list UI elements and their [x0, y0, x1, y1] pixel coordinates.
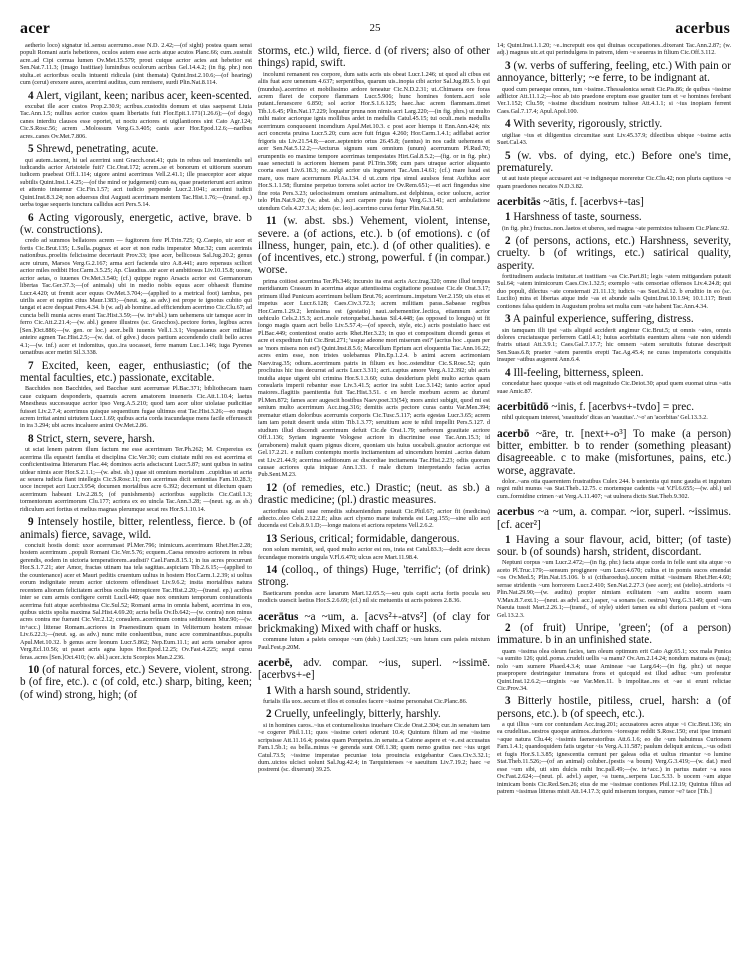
running-head-right: acerbus — [675, 20, 730, 37]
sense-number: 3 — [505, 59, 511, 72]
lemma-grammar: ~inis, f. [acerbvs+-tvdo] = prec. — [548, 400, 695, 413]
citation-block: a qui illius ~um cor contundam Acc.trag.201; accusatores acres atque ~i Cic.Brut.136; sin ea crudelitas..uestros quoque animos..duriores ~ioresque reddit S.Rosc.150; erat ipse immani ~aque natura Clu.44; ~issimis faeneratoribus Att.6.1.6; eo die ~um habuimus Curionem Fam.1.4.1; quandoquidem fatis urgetur ~is Verg.A.11.587; paulum deliquit amicus,..~us odisti et fugis Hor.S.1.3.85; ignescentia cernunt per galeas odia et uultus rimantur ~o lumine Stat.Theb.11.526;—(of an animal) coluber..(pestis ~a boum) Verg.G.3.419;—(w. dat.) med esse ~um sibi, uti sim dulcis mihi Inc.pall.49;—(w. in+acc.) in partus mater ~a suos Ov.Fast.2.624;—(neut. pl. advl.) asper, ~a tuens,..serpens Luc.5.33. b uocem ~am atque inimicam bonis Cic.Red.Sen.26; eius de me ~issimae contiones Phil.12.19; Quintus filius ad patrem ~issimas litteras misit Att.14.17.3; quid miserum torques, rumor ~e? tace [Tib.] — [497, 721, 731, 796]
citation-block: conciuit hostis domi: uxor acerrumast Pl.Mer.796; inimicum..acerrimum Rhet.Her.2.28; hostem acerrimum ..populi Romani Cic.Ver.5.76; ecquem..Caesa renostro acriorem in rebus gerendis, eodem in uictoria temperatiorem..audisti? Cael.Fam.8.15.1; in ius acres procurrunt Hor.S.1.7.21; ater Amor, fractas utinam tua tela sagittas..aspiciam Tib.2.6.15;—(applied to the countenance) acer et Mauri peditis cruentum uultus in hostem Hor.Carm.1.2.39; si uoltus eorum indignitate rerum acrior uictorem offendisset Liv.9.6.2; insita mortalibus natura recentem aliorum felicitatem acribus oculis introspicere Tac.Hist.2.20;—(transf. ep.) acribus inter se cum armis configere cernit Lucil.449; quae nox omnium temporum coniurationis acerrima fuit atque acerbissima Cic.Sul.52; Romani arma in omnia habent, acerrima in eos, quibus uictis spolia maxima Sal.Hist.4.69.20; acria bella Ov.Ib.642;—(w. contra) non minus acres contra me fuerant Cic.Ver.2.12; consulem..acerrimum contra seditionem Mur.90;—(w. in+acc.) litterae Romam..acriores in Praenestinum quam in Veliternum hostem missae Liv.6.22.3;—(neut. sg. as adv.) nunc mite conluentibus, nunc acre comminantibus..pupulis Apul.Met.10.32. b genus acre leonum Lucr.5.862; Nep.Eum.11.1; aut acris uenabor apros Verg.Ecl.10.56; ut pauet acris agna lupos Hor.Epod.12.25; Ov.Fast.4.225; sequi cursu feras..acres [Sen.]Oct.410; (w. abl.) acer..ictu Scorpios Man.2.236. — [20, 541, 252, 661]
sense-number: 7 — [28, 359, 34, 372]
sense-text: Shrewd, penetrating, acute. — [36, 143, 159, 156]
lemma-grammar: ~āre, tr. [next+-o³] To make (a person) bitter, embitter. b to render (something pleasant) disagreeable. c to make (misfortunes, pains, etc.) worse, aggravate. — [497, 427, 731, 477]
sense-number: 4 — [505, 366, 511, 379]
sense-number: 14 — [266, 564, 278, 577]
sense-definition — [20, 90, 252, 102]
headword: acerbitūdō — [497, 400, 549, 413]
lemma-grammar: ~a ~um, a. [acvs²+-atvs²] (of clay for brickmaking) Mixed with chaff or husks. — [258, 610, 490, 635]
sense-definition — [497, 60, 731, 85]
sense-definition — [258, 215, 490, 276]
sense-definition-continued: storms, etc.) wild, fierce. d (of rivers; also of other things) rapid, swift. — [258, 45, 490, 70]
sense-text: (of remedies, etc.) Drastic; (neut. as sb.) a drastic medicine; (pl.) drastic measures. — [258, 481, 490, 507]
sense-definition — [497, 622, 731, 647]
sense-text: A painful experience, suffering, distress. — [512, 313, 694, 326]
sense-definition — [20, 212, 252, 237]
sense-number: 6 — [28, 211, 34, 224]
citation-block: 14; Quint.Inst.1.1.20; ~e..increpuit eos qui diuinas occupationes..dixerant Tac.Ann.2.87; (w. adj.) magnus uir..et qui perindulgens in patrem, idem ~e seuerus in filium Cic.Off.3.112. — [497, 42, 731, 57]
citation-block: fortitudinem audacia imitatur..et iustitiam ~as Cic.Part.81; legis ~atem mitigandam putauit Sul.64; ~atem inimicorum Caes.Civ.1.32.5; exemplo ~atis censoriae offensos Liv.4.24.8; qui duo populi, dilectus ~ate consternati 21.11.13; iudicis ~as Suet.Jul.12. b eruditio in eo (sc. Lucilio) mira et libertas atque inde ~as et abunde salis Quint.Inst.10.1.94; 10.1.117; Bruti contiones falsa quidem in Augustum probra set multa cum ~ate habent Tac.Ann.4.34. — [497, 272, 731, 310]
page-number: 25 — [369, 22, 381, 34]
column-2 — [258, 42, 490, 776]
citation-block: Baeticarum pondus acre lanarum Mart.12.65.5;—seu quis capit acria fortis pocula seu modicis uuescit laetius Hor.S.2.6.69; (cf.) nil sic metuentis ut acris potores 2.8.36. — [258, 589, 490, 605]
column-1 — [20, 42, 252, 702]
citation-block: prima coitiost acerrima Ter.Ph.346; incursio ita erat acris Acc.trag.320; omne illud tempus meridianum Crassum in acerrima atque attentissima cogitatione posuisse Cic.de Orat.3.17; primum illud Punicum acerrimum bellum Brut.76; acerrimum..impetum Ver.2.159; uis eius et impetus acer Lucr.6.128; Caes.Civ.3.72.3; acrem militiam paras..Sabaeae regibus Hor.Carm.1.29.2; lenissima est (gestatio) naui..uehementior..lectica, etiamnum acrior uehiculo Cels.2.15.3; acri..mole retorquebat..hastas Sil.4.448; (as opposed to longus) ut fit longo magis quam acri bello Liv.5.57.4;—(of speech, style, etc.) acris postulatio haec est Pl.Bac.449; contentiost oratio acris Rhet.Her.3.23; in quo et compositum dicendi genus et acre et expeditum fuit Cic.Brut.271; 'usque adeone mori miserum est?' (acrius hoc ..quam per se 'mors misera non est') Quint.Inst.8.5.6; Marcellum Eprium acri eloquentia Tac.Ann.16.22; acres enim esse, non tristes uolebamus Plin.Ep.1.2.4. b animi acrem acrimoniam Naev.trag.35; odium..acerrimum patris in filium ex hoc..ostenditur Cic.S.Rosc.52; quin procliuius hic iras decurrat ad acris Lucr.3.311; acri..captus amore Verg.A.12.392; ubi acris inuidia atque uigent ubi crimina Hor.S.1.3.60; cuius desiderium plebi multo acrius quam consularis imperii rebantur esse Liv.3.41.5; acrior ira subit Luc.3.142; tanto acrior apud maiores..flagitiis paenitentia fuit Tac.Hist.3.51. c en hercle morbum acrem ac durum! Pl.Men.872; fames acer augescit hostibus Naev.poet.33(54); mors amici subigit, quod mi est senium multo acerrimum Acc.trag.316; demitis acris pectore curas cantu Var.Men.394; prematur etiam doloribus acerrumis corporis Cic.Tusc.5.117; acris egestas Lucr.3.65; acrem iam iam potuit deserit unda sitim Tib.1.3.77; seruitium acre te nihil impellit Pers.5.127. d studium illud discendi acerrimum defuit Cic.de Orat.1.79; uerborum grauitate acriore Off.1.136; Syriam ingruente Vologese acriore in discrimine esse Tac.Ann.15.3; id (arrabonem) maluit quam pignus dicere, quoniam uis huius uocabuli..grauior acriorque est Gel.17.2.21. e nullum contemptu mortis incitamentum ad uincendum homini ..acrius datum est Liv.21.44.9; acerrima seditionum ac discordiae incitamenta Tac.Hist.2.23; odiis quorum causae acriores quia iniquae Ann.1.33. f male dictum interpretando facias acrius Pub.Sent.M.23. — [258, 277, 490, 479]
sense-text: (w. vbs. of dying, etc.) Before one's time, prematurely. — [497, 149, 732, 174]
citation-block: ut sciat lenem patrem illum factum me esse acerrimum Ter.Ph.262; M. Crepereius ex acerrima illa equestri familia et disciplina Cic.Ver.30; cum ciuitate mihi res est acerrima et conficientissima litterarum Flac.44; dominos acris adsciscunt Lucr.5.87; sunt quibus in satira uidear nimis acer Hor.S.2.1.1;—(w. abst. sb.) quae sit omnium mortalium ..cupiditas ut acria ac seuera iudicia fiant intellegis Cic.S.Rosc.11; non acerrimas dicit sententias Fam.10.28.3; uoce increpet acri Lucr.3.954; documen mortalibus acre 6.392; decernunt ut dilectum quam acerrimum habeant Liv.2.28.5; (of punishments) acrioribus suppliciis Cic.Catil.1.3; tormentorum acerrimorum Clu.177; acriora ex eo uincla Tac.Ann.3.28; —(neut. sg. as sb.) ridiculum acri fortius et melius magnas plerumque secat res Hor.S.1.10.14. — [20, 446, 252, 513]
entry-lemma — [497, 196, 731, 208]
entry-lemma — [258, 611, 490, 636]
sense-definition — [20, 433, 252, 445]
sense-text: Having a sour flavour, acid, bitter; (of taste) sour. b (of sounds) harsh, strident, discordant. — [497, 533, 732, 559]
sense-number: 11 — [266, 215, 277, 228]
citation-block: (in fig. phr.) fructus..non..laetos et uberes, sed magna ~ate permixtos tulissem Cic.Planc.92. — [502, 224, 729, 232]
sense-text: Harshness of taste, sourness. — [513, 211, 642, 224]
sense-number: 2 — [266, 708, 272, 721]
lemma-grammar: adv. compar. ~ius, superl. ~issimē. [acerbvs+-e] — [258, 657, 490, 682]
headword: acerbē, — [258, 657, 293, 670]
sense-definition — [258, 685, 490, 697]
sense-number: 3 — [505, 695, 511, 708]
running-head-left: acer — [20, 20, 51, 37]
sense-definition — [497, 313, 731, 325]
citation-block: dolor..~ans otia quaerentem frustratibus Culex 244. b uenientia qui nunc gaudia et ingratum regni mihi munus ~as Stat.Theb..12.75. c mortemque cadentis ~at V.Fl.6.655;—(w. abl.) uel cum..formidine crimen ~at Verg.A.11.407; ~at uulnera dictis Stat.Theb.9.302. — [497, 477, 731, 500]
lemma-grammar: ~a ~um, a. compar. ~ior, superl. ~issimus. [cf. acer²] — [497, 506, 731, 531]
citation-block: quam ~issima olea oleum facies, tam oleum optimum erit Cato Agr.65.1; xxx mala Punica ~a sumito 126; quid..poma..crudeli uellis ~a manu? Ov.Am.2.14.24; nondum matura es (uua); nolo ~am sumere Phaed.4.3.4; uuae Amineae ~ae Larg.64;—(in fig. phr.) ut neque praepropere destringatur immatura frons et quicquid est illud adhuc ~um proferatur Quint.Inst.12.6.2;—uirginis ~ae Var.Men.11. b impolitae..res et ~ae si erunt relictae Cic.Prov.34. — [497, 647, 731, 692]
entry-lemma — [497, 506, 731, 531]
sense-number: 3 — [505, 313, 511, 326]
citation-block: concedatur haec quoque ~atis et odi magnitudo Cic.Deiot.30; apud quem euomat uirus ~atis suae Amic.87. — [497, 380, 731, 395]
sense-text: Intensely hostile, bitter, relentless, fierce. b (of animals) fierce, savage, wild. — [20, 516, 253, 541]
sense-text: Excited, keen, eager, enthusiastic; (of the mental faculties, etc.) passionate, excitable. — [20, 359, 253, 384]
sense-definition — [497, 235, 731, 272]
sense-text: Strict, stern, severe, harsh. — [36, 432, 155, 445]
sense-number: 1 — [505, 533, 511, 546]
citation-block: excubat ille acer custos Prop.2.30.9; acribus..custodiis domum et uias saepserat Liuia Tac.Ann.1.5; nullius acrior custos quam libertatis fuit Flor.Epit.1.171(1.26.6);—(of dogs) canes interdiu clausos esse oportet, ut noctu acriores et uigilantiores sint Cato Agr.124; Cic.S.Rosc.56; acrem ..Molossum Verg.G.3.405; canis acer Hor.Epod.12.6;—naribus acres..canes Ov.Met.7.806. — [20, 103, 252, 140]
citation-block: furialis illa uox..secum et illos et consules facere ~issime personabat Cic.Planc.86. — [263, 697, 468, 705]
citation-block: si in homines caros..~ius et contumeliosius inuehare Cic.de Orat.2.304; cur..in senatum tam ~e cogerer Phil.1.11; quos ~issime ceteri oderunt 10.4; Quintum filium ad me ~issime scripsisse Att.11.16.4; postea quam Pompeius..in senatu..a Catone aspere et ~e..est accusatus Fam.1.5b.1; ea bella..minus ~e gerenda sunt Off.1.38; quem nemo gratius nec ~ius urget Catul.73.5; ~issime imperatae pecuniae tota prouincia exigebantur Caes.Civ.3.32.1; dum..uictos ulcisci uolunt Sal.Jug.42.4; in Tarquinienses ~e saeuitum Liv.7.19.2; haec ~e postremi (sc. dixerunt) 39.25. — [258, 721, 490, 774]
citation-block: uigiliae ~ius et diligentius circumitae sunt Liv.45.37.9; dilectibus ubique ~issime actis Suet.Cal.43. — [497, 131, 731, 147]
sense-definition — [20, 516, 252, 541]
sense-number: 4 — [28, 89, 34, 102]
sense-definition — [20, 664, 252, 701]
sense-definition — [20, 360, 252, 385]
sense-text: (of natural forces, etc.) Severe, violent, strong. b (of fire, etc.). c (of cold, etc.) sharp, biting, keen; (of wind) strong, high; (of — [20, 664, 253, 701]
sense-number: 9 — [28, 516, 34, 529]
sense-number: 13 — [266, 532, 278, 545]
sense-text: (of persons, actions, etc.) Harshness, severity, cruelty. b (of writings, etc.) satirical quality, asperity. — [497, 235, 731, 272]
sense-number: 5 — [28, 143, 34, 156]
sense-text: Ill-feeling, bitterness, spleen. — [513, 366, 644, 379]
headword: acerātus — [258, 610, 299, 623]
headword: acerbitās — [497, 196, 541, 209]
sense-number: 2 — [505, 235, 511, 248]
headword: acerbus — [497, 506, 535, 519]
sense-number: 1 — [505, 211, 511, 224]
sense-text: Alert, vigilant, keen; naribus acer, keen-scented. — [35, 89, 252, 102]
citation-block: sin tamquam illi ipsi ~atis aliquid acciderit angimur Cic.Brut.5; ut omnis ~ates, omnis dolores cruciatusque perferrem Catil.4.1; huius acerbitatis euentum altera ~ate non uidendi fratris uitaui Att.3.9.1; Caes.Gal.7.17.7; hic omnem ~atem seruitutis futurae descripsit Sen.Suas.6.8; praeter ~atem parentis erepti Tac.Ag.45.4; ne curas imperatoris conquisitis insuper ~atibus augerent Ann.6.4. — [497, 326, 731, 364]
citation-block: credo ad summos bellatores acrem — fugitorem fore Pl.Trin.725; Q..Caepio, uir acer et fortis Cic.Brut.135; L.Sulla..pugnax et acer et non rudis imperator Mur.32; cum acerrimis nationibus..proeliis felicissime decertauit Prov.33; ipse acer, bellicosus Sal.Jug.20.2; genus acre uirum, Marsos Verg.G.2.167; arma acri facienda uiro A.8.441; auro repensus scilicet acrior miles redibit Hor.Carm.3.5.25; Ap. Claudius..uir acer et ambitiosus Liv.10.15.8; uosne, acrior aetas, o iuuenes Ov.Met.3.540; (cf.) quippe regno Arsacis acrior est Germanorum libertas Tac.Ger.37.3;—(of animals) ubi in medio nobis equus acer obhaesit flumine Lucr.4.420; ut fremit acer equus Ov.Met.3.704;—(applied to a metrical foot) iambus, pes uirilis acer et raptim citus Maur.1383;—(neut. sg. as adv.) est prope te ignotus cubito qui tangat et acre despuat Pers.4.34. b (w. ad) ab homine..ad efficiendum acerrimo Cic.Clu.67; ad cuncta belli munia acres erant Tac.Hist.3.59;—(w. in+abl.) tam uehemens uir tamque acer in ferro Cic.Att.2.21.4;—(w. abl.) genere illustres (sc. Gracchos)..pectore fortes, legibus acres [Sen.]Oct.886;—(w. gen. or loc.) acer..belli iuuenis Vell.1.3.1; Vespasianus acer militiae anteire agmen Tac.Hist.2.5;—(w. dat. of gdve.) duces partium accendendo ciuili bello acres 4.1;—(w. inf.) acer et indomitus, quo..ira uocasset, ferre manum Luc.1.146; iuga Pyrenes uenatibus acer metiri Sil.3.338. — [20, 237, 252, 357]
citation-block: Neptuni corpus ~um Lucr.2.472;—(in fig. phr.) facta atque corda in felle sunt sita atque ~o aceto Pl.Truc.179;—sensum progignere ~um Lucr.4.670; cultus et in pomis sucos emendat ~os Ov.Med.5; Plin.Nat.15.106. b si (citharoedus)..uocem mittat ~issimam Rhet.Her.4.60; serrae stridentis ~um horrorem Lucr.2.410; Sen.Nat.2.27.3 (see acer); est (stelio)..stridoris ~i Plin.Nat.29.90;—(w. auditu) propter nimiam exilitatem ~am auditu uocem suam V.Max.8.7.ext.1;—(neut. as advl. acc.) asper, ~a sonans (sc. oestrus) Verg.G.3.149; quod ~um Naeuia tussit Mart.2.26.1;—(transf., of style) uideri tamen ea sibi duriora paulum et ~iora Gel.13.2.3. — [497, 559, 731, 619]
sense-definition — [497, 118, 731, 130]
sense-number: 2 — [505, 622, 511, 635]
sense-definition — [258, 708, 490, 720]
lemma-grammar: ~ātis, f. [acerbvs+-tas] — [540, 196, 644, 209]
sense-text: Bitterly hostile, pitiless, cruel, harsh: a (of persons, etc.). b (of speech, etc.). — [497, 695, 732, 720]
entry-lemma — [497, 428, 731, 477]
citation-block: ut aut iuste pieque accusaret aut ~e indigneque moreretur Cic.Clu.42; non pluris captiuos ~e quam praedones necatos N.D.3.82. — [497, 175, 731, 190]
sense-number: 10 — [28, 664, 40, 677]
sense-text: With severity, rigorously, strictly. — [513, 118, 663, 131]
sense-number: 12 — [266, 481, 278, 494]
sense-text: Cruelly, unfeelingly, bitterly, harshly. — [274, 708, 441, 721]
sense-definition — [497, 367, 731, 379]
sense-definition — [497, 695, 731, 720]
entry-lemma — [258, 657, 490, 682]
sense-text: (colloq., of things) Huge, 'terrific'; (of drink) strong. — [258, 564, 491, 589]
sense-definition — [497, 534, 731, 559]
sense-definition — [20, 143, 252, 155]
sense-definition — [258, 482, 490, 507]
citation-block: qui autem..tacent, hi uel acerrimi sunt Gracch.orat.41; quis in rebus uel inueniendis uel iudicandis acrior Aristotele fuit? Cic.Orat.172; acrem..se et bonorum et uitiorum suorum iudicem praebeat Off.1.114; uigore animi acerrimus Vell.2.41.1; ille praeceptor acer atque subtilis Quint.Inst.1.4.25;—(of the mind or judgement) cum ea, quae praeterierunt acri animo et attento intuemur Cic.Fin.1.57; acri iudicio perpende Lucr.2.1041; acerrimi iudicii Quint.Inst.8.3.24; non aduersus diui Augusti acerrimam mentem Tac.Hist.1.76;—(transf. ep.) uerba togae sequeris iunctura callidus acri Pers.5.14. — [20, 156, 252, 209]
headword: acerbō — [497, 427, 530, 440]
sense-definition — [258, 564, 490, 589]
sense-text: With a harsh sound, stridently. — [274, 684, 411, 697]
sense-number: 4 — [505, 118, 511, 131]
sense-text: (of fruit) Unripe, 'green'; (of a person) immature. b in an unfinished state. — [497, 622, 732, 647]
citation-block: acrioribus saluti suae remediis subueniendum putauit Cic.Phil.67; acrior fit (medicina) adiecto..oleo Cels.2.12.2.E; alius acri clysmo mane trahenda est Larg.155;—sine ullo acri ducenda est Cels.8.9.1.D;—longe maiora et acriora repetens Vell.2.6.2. — [258, 507, 490, 530]
sense-text: Serious, critical; formidable, dangerous. — [279, 532, 460, 545]
citation-block: aetherio loco) signatur id..sensu acerrumo..esse N.D. 2.42;—(of sight) postea quam sensi populi Romani auris hebetiores, oculos autem esse acris atque acutos Planc.66; cum..sustulit acre..ad Cipi cornua lumen Ov.Met.15.579; prout cuique acrior acies aut hebetior est Sen.Nat.7.11.3; (imago Iustitiae) luminibus oculorum acribus Gel.14.4.2; (in fig. phr.) non stulta..et acrioribus oculis intuenti ridicula (sint themata) Quint.Inst.2.10.6;—(of hearing) cum (cerui) erexere aures, acerrimi auditus, cum remisere, surdi Plin.Nat.8.114. — [20, 42, 252, 87]
column-3 — [497, 42, 731, 798]
sense-text: (w. verbs of suffering, feeling, etc.) With pain or annoyance, bitterly; ~e ferre, to be indignant at. — [497, 59, 732, 85]
citation-block: quod cum peraeque omnes, tum ~issime..Thessalonica sensit Cic.Pis.86; de quibus ~issime adflictor Att.11.1.2;—hoc ab isto praedone ereptum esse grauiter tum et ~e homines ferebant Ver.1.152; Clu.59; ~issime discidium nostrum tulisse Att.4.1.1; si ~ius inopiam ferrent Caes.Gal.7.17.4; Apul.Apol.100. — [497, 85, 731, 115]
sense-number: 5 — [505, 149, 511, 162]
sense-definition — [497, 211, 731, 223]
citation-block: nihil quicquam interest, 'suauitudo' dicas an 'suauitas'..'~o' an 'acerbitas' Gel.13.3.2. — [502, 414, 708, 422]
sense-text: (w. abst. sbs.) Vehement, violent, intense, severe. a (of actions, etc.). b (of emotions). c (of illness, hunger, pain, etc.). d (of other qualities). e (of incentives, etc.) strong, powerful. f (in compar.) worse. — [258, 215, 491, 277]
sense-number: 8 — [28, 432, 34, 445]
citation-block: commune lutum a paleis cenoque ~um (dub.) Lucil.325; ~um lutum cum paleis mixtum Paul.Fest.p.20M. — [258, 636, 490, 651]
sense-definition — [258, 533, 490, 545]
sense-text: Acting vigorously, energetic, active, brave. b (w. constructions). — [20, 211, 253, 237]
entry-lemma — [497, 401, 731, 413]
sense-number: 1 — [266, 684, 272, 697]
citation-block: non solum meminit, sed, quod multo acrior est res, irata est Catul.83.3;—dedit acre decus fecundaque monstris ungula V.Fl.6.470; ulcus acre Mart.11.98.4. — [258, 546, 490, 561]
citation-block: Bacchides non Bacchides, sed Bacchae sunt acerrumae Pl.Bac.371; bibliothecam tuam caue cuiquam desponderis, quamuis acrem amatorem inueneris Cic.Att.1.10.4; laetus Mnestheus successuque acrior ipso Verg.A.5.210; quod tam acer ultor uiolatae pudicitiae fuisset Liv.2.7.4; acerrimus quisque sequentium fugae ultimus erat Tac.Hist.3.26;—eo magis acrem irritat animi uirtutem Lucr.1.69; quibus acria corda iracundaque mens facile efferuescit in ira 3.294; ubi acres incaluere animi Ov.Met.2.86. — [20, 385, 252, 430]
citation-block: incolumi remanent res corpore, dum satis acris uis obeat Lucr.1.246; ut quod ali cibus est aliis fuat acre uenenum 4.637; serpentibus, quarum uis..inopia cibi acrior Sal.Jug.89.5. b qui (mundus)..acerrimo et mobilissimo ardore teneatur Cic.N.D.2.31; ut..Chimaera ore foras acrem flaret de corpore flammam Lucr.5.906; hunc homines fontem..acri sole putant..feruescere 6.850; sol acrior Hor.S.1.6.125; haec..hac acrem flammam..timet Tib.1.6.45; Plin.Nat.17.229; loquatur pruna non nimis acri Larg.220;—(in fig. phrs.) ut multo mihi maior acriorque ignis mollibus ardet in medullis Catul.45.15; tui oculi..meis medullis acerrimum conquouent incendium Apul.Met.10.3. c post acer hiemps it Enn.Ann.424; nix acri concreta pruina Lucr.5.20; cum acre fuit frigus 4.260; Hor.Carm.1.4.1; adflabat acrior frigoris uis Liv.21.54.8;—acer..septentrio ortus 26.45.8; (uentus) in nos cadit uehemens et acer Sen.Nat.5.12.2;—Arcturus signum sum omnium (unum) acerrumum Pl.Rud.70; erumpentis eo maxime tempore acerrimas tempestates Hirt.Gal.8.5.2;—(fig. or in fig. phr.) suae senectuti is acriorem hiemem parat Pl.Trin.398; cum pars utraque acrior aliquanto coorta esset Liv.6.18.3; ne..uulgi acrior uis ingrueret Tac.Ann.14.61; (cf.) mare haud est mare, uos mare acerrumum Pl.As.134. d ut..cum ripa simul auulsos ferat Aufidus acer Hor.S.1.1.58; flumine perpetuo torrens solet acrior ire Ov.Rem.651;—et acri fingendus sine fine rota Pers.3.23; uelocissimum omnium animalium..est delphinus, ocior uolucre, acrior telo Plin.Nat.9.20; (w. abst. sb.) acri carpere prata fuga Verg.G.3.141; acri ambulatione utendum Cels.4.27.3.A; idem (sc. leo)..acerrimo cursu fertur Plin.Nat.8.50. — [258, 70, 490, 212]
sense-definition — [497, 150, 731, 175]
